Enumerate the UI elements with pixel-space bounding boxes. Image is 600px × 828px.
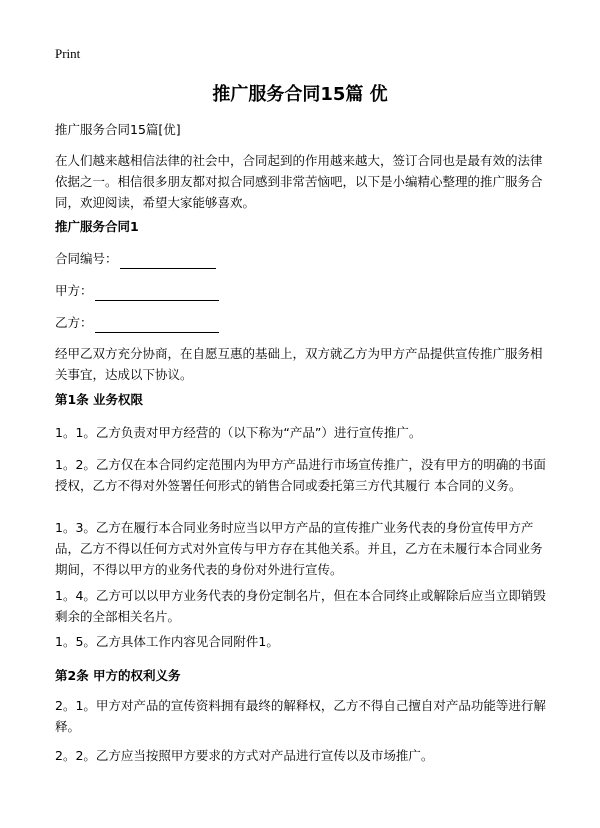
party-b-label: 乙方： [55,315,93,330]
party-a-label: 甲方： [55,283,93,298]
subtitle: 推广服务合同15篇[优] [55,122,181,137]
article1-heading: 第1条 业务权限 [55,392,144,407]
clause-2-2: 2。2。乙方应当按照甲方要求的方式对产品进行宣传以及市场推广。 [55,748,434,763]
clause-2-1: 2。1。甲方对产品的宣传资料拥有最终的解释权，乙方不得自己擅自对产品功能等进行解释。 [55,698,546,734]
clause-1-1: 1。1。乙方负责对甲方经营的（以下称为“产品”）进行宣传推广。 [55,425,422,440]
preamble-paragraph: 经甲乙双方充分协商，在自愿互惠的基础上，双方就乙方为甲方产品提供宣传推广服务相关事宜，达成以下协议。 [55,346,543,382]
document-title: 推广服务合同15篇 优 [212,84,388,105]
party-a-field [55,280,551,301]
print-label: Print [55,46,81,61]
clause-1-3: 1。3。乙方在履行本合同业务时应当以甲方产品的宣传推广业务代表的身份宣传甲方产品，乙方不得以任何方式对外宣传与甲方存在其他关系。并且，乙方在未履行本合同业务期间，不得以甲方的业务代表的身份对外进行宣传。 [55,520,543,577]
contract-no-label: 合同编号： [55,251,118,266]
clause-1-2: 1。2。乙方仅在本合同约定范围内为甲方产品进行市场宣传推广，没有甲方的明确的书面授权，乙方不得对外签署任何形式的销售合同或委托第三方代其履行 本合同的义务。 [55,457,546,493]
clause-1-4: 1。4。乙方可以以甲方业务代表的身份定制名片，但在本合同终止或解除后应当立即销毁剩余的全部相关名片。 [55,588,546,624]
contract-heading: 推广服务合同1 [55,219,139,234]
article2-heading: 第2条 甲方的权利义务 [55,668,181,683]
party-b-field [55,312,551,333]
intro-paragraph: 在人们越来越相信法律的社会中，合同起到的作用越来越大，签订合同也是最有效的法律依据之一。相信很多朋友都对拟合同感到非常苦恼吧，以下是小编精心整理的推广服务合同，欢迎阅读，希望大家能够喜欢。 [55,153,543,210]
contract-no-blank [120,254,216,269]
clause-1-5: 1。5。乙方具体工作内容见合同附件1。 [55,634,279,649]
party-a-blank [95,286,219,301]
party-b-blank [95,318,219,333]
contract-no-field [55,248,551,269]
